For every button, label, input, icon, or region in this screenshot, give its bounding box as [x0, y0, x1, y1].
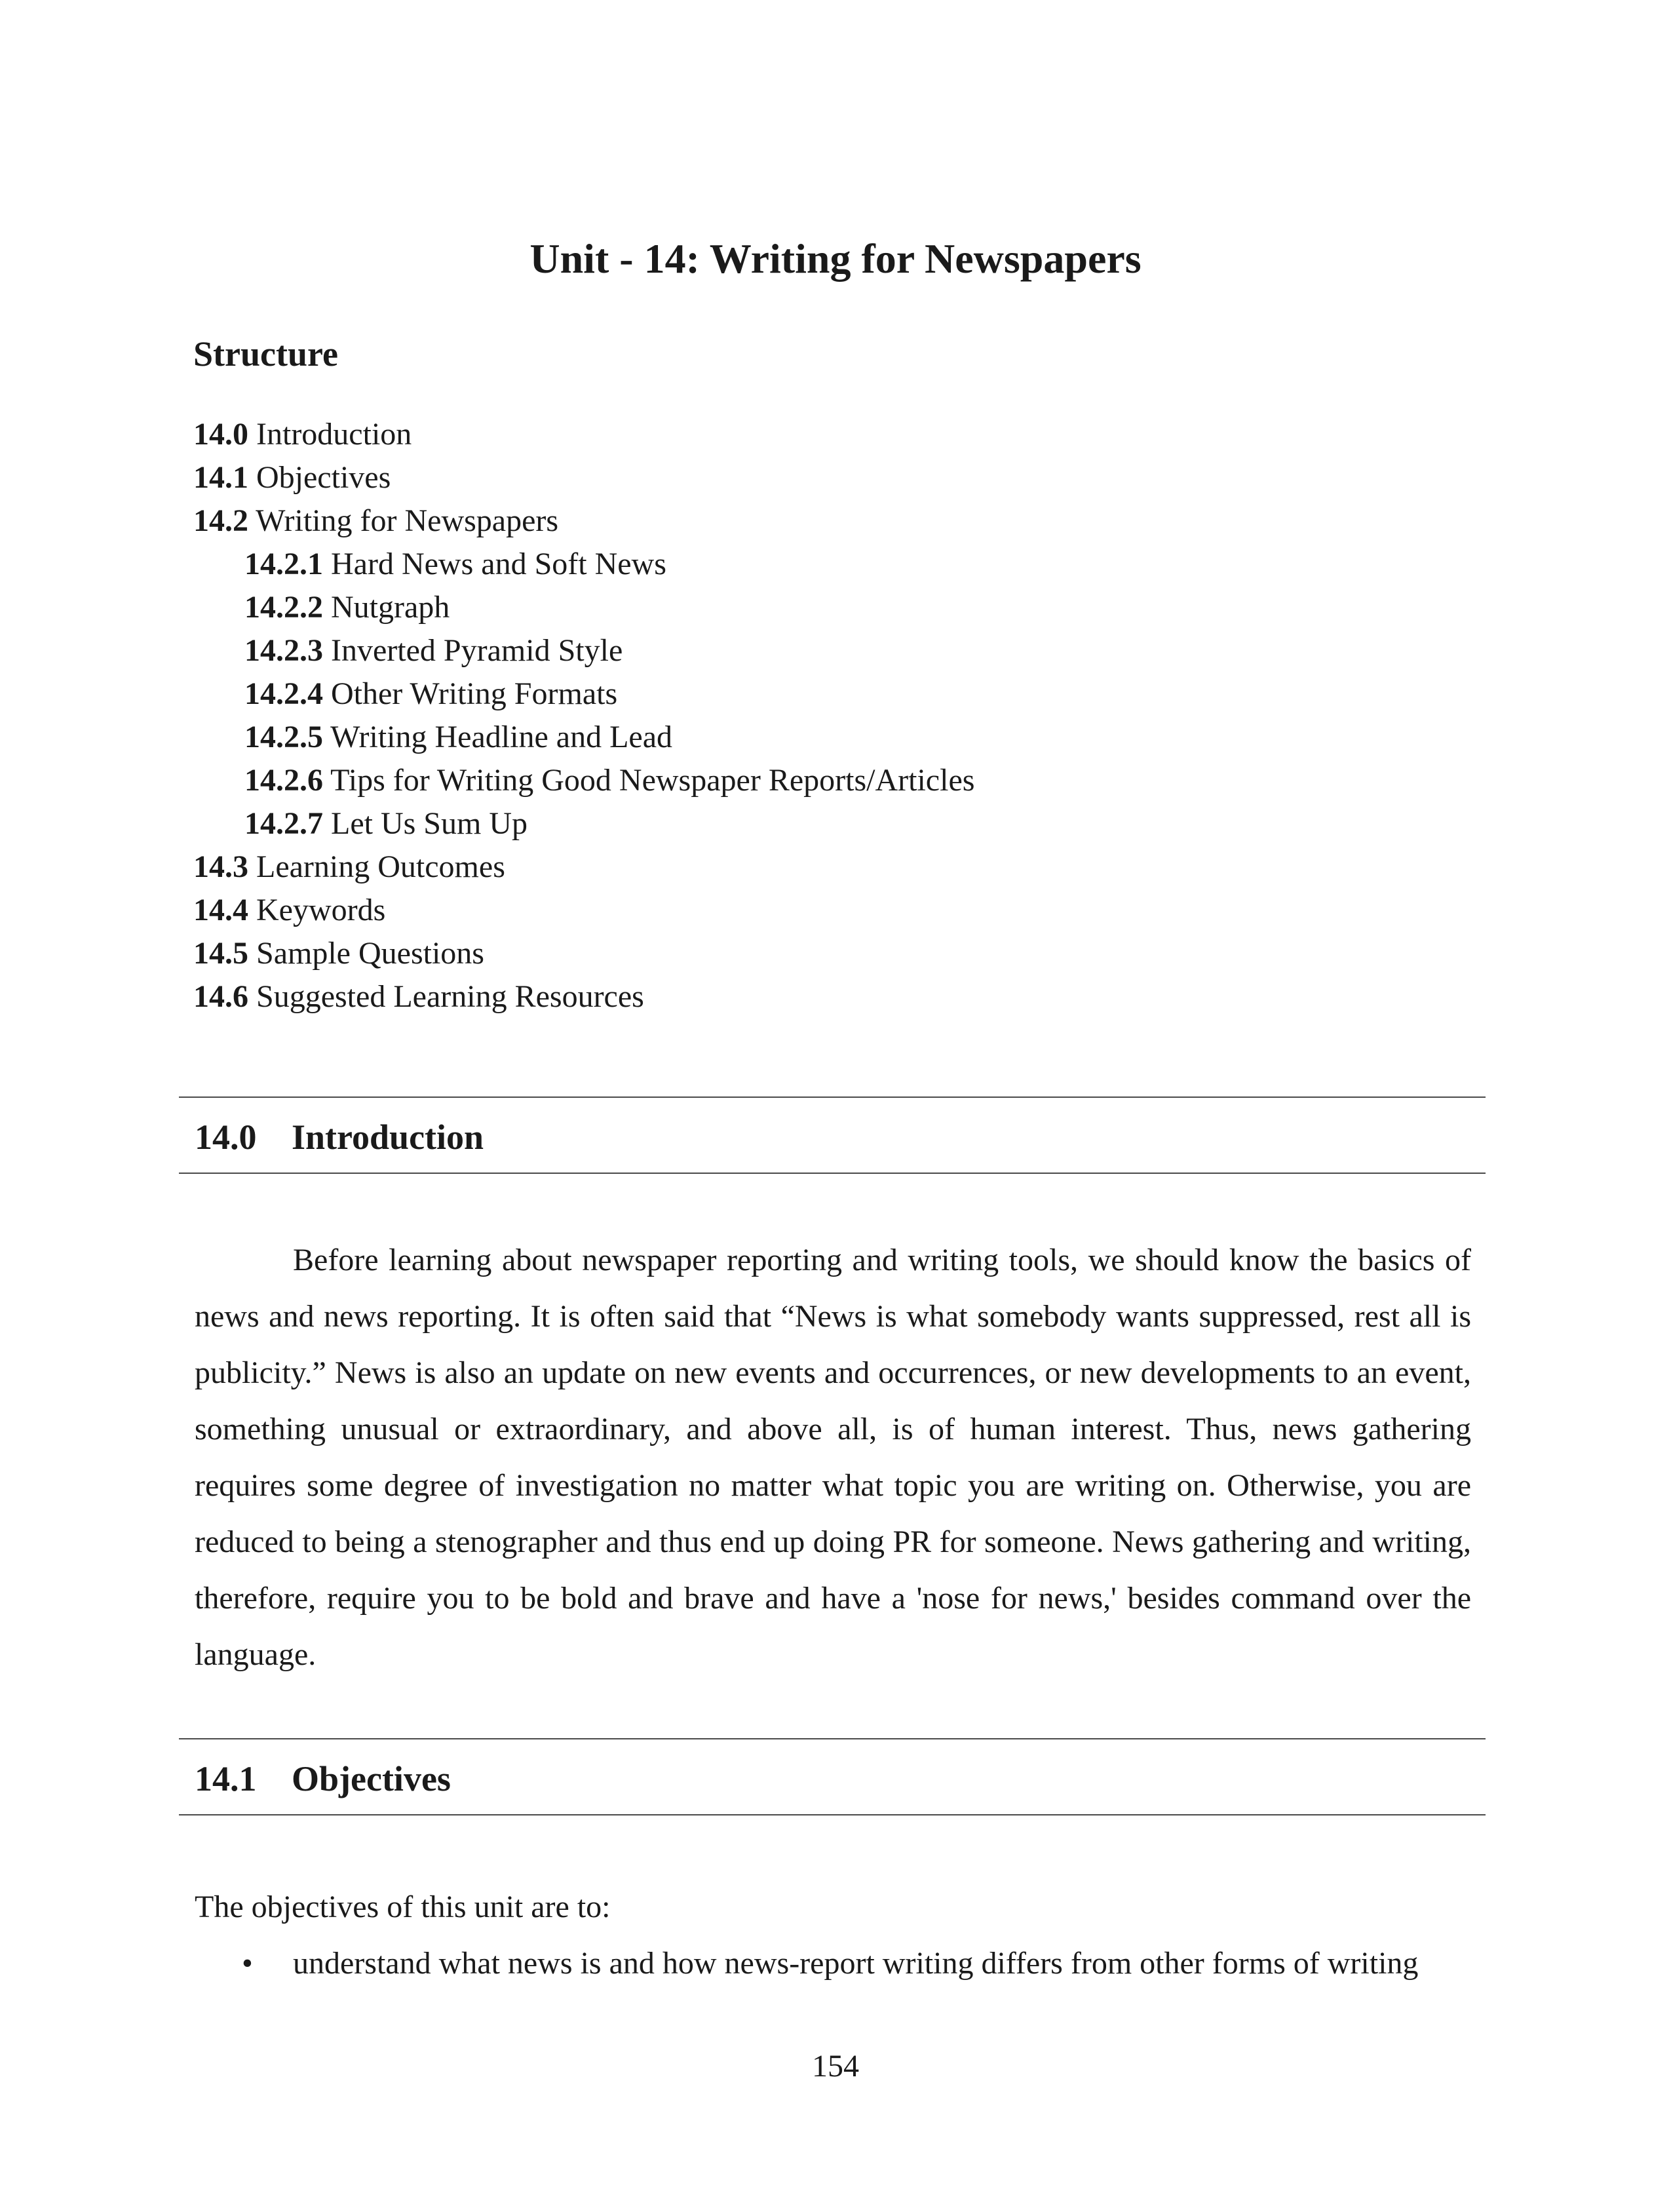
toc-item-label: Introduction [248, 417, 412, 452]
toc-item [193, 456, 974, 499]
toc-item-number: 14.2.1 [244, 547, 323, 581]
section-rule-bottom-introduction [179, 1173, 1486, 1174]
list-item [195, 1942, 1418, 1985]
section-rule-top-introduction [179, 1096, 1486, 1098]
toc-item [193, 932, 974, 975]
toc-item-label: Learning Outcomes [248, 849, 505, 884]
page-title: Unit - 14: Writing for Newspapers [529, 235, 1142, 282]
toc-item-number: 14.0 [193, 417, 248, 452]
toc-item [193, 543, 974, 586]
toc-item [193, 629, 974, 672]
objectives-lead: The objectives of this unit are to: [195, 1890, 611, 1924]
toc-item-label: Suggested Learning Resources [248, 979, 644, 1014]
section-heading-objectives [195, 1756, 451, 1802]
toc-item-number: 14.2.2 [244, 590, 323, 625]
toc-item [193, 672, 974, 716]
toc-item-number: 14.2.4 [244, 676, 323, 711]
toc-item [193, 759, 974, 802]
toc-item-number: 14.5 [193, 936, 248, 971]
toc-item [193, 413, 974, 456]
toc-item-number: 14.2.6 [244, 763, 323, 798]
introduction-paragraph: Before learning about newspaper reporting and writing tools, we should know the basics of news and news reporting. It is often said that “News is what somebody wants suppressed, rest all is publicity.” News is also an update on new events and occurrences, or new developments to an event, something unusual or extraordinary, and above all, is of human interest. Thus, news gathering requires some degree of investigation no matter what topic you are writing on. Otherwise, you are reduced to being a stenographer and thus end up doing PR for someone. News gathering and writing, therefore, require you to be bold and brave and have a 'nose for news,' besides command over the language. [195, 1243, 1471, 1672]
section-heading-introduction [195, 1114, 484, 1160]
toc-item-number: 14.6 [193, 979, 248, 1014]
toc-item [193, 716, 974, 759]
section-title: Introduction [292, 1117, 484, 1157]
toc-item-label: Objectives [248, 460, 391, 495]
toc-item [193, 802, 974, 845]
section-title: Objectives [292, 1759, 451, 1798]
toc-item-number: 14.2.5 [244, 720, 323, 754]
objectives-list [195, 1942, 1418, 1985]
toc-item-label: Hard News and Soft News [323, 547, 666, 581]
toc-item-number: 14.1 [193, 460, 248, 495]
section-rule-bottom-objectives [179, 1814, 1486, 1815]
toc-item-number: 14.4 [193, 893, 248, 927]
toc-item-label: Sample Questions [248, 936, 484, 971]
toc-item [193, 845, 974, 889]
toc-item-label: Inverted Pyramid Style [323, 633, 623, 668]
toc-item [193, 889, 974, 932]
structure-heading: Structure [193, 334, 338, 374]
bullet-icon: • [242, 1946, 253, 1981]
toc-item-label: Other Writing Formats [323, 676, 618, 711]
toc-item-number: 14.3 [193, 849, 248, 884]
objective-text: understand what news is and how news-report writing differs from other forms of writing [293, 1946, 1419, 1981]
toc-item-label: Writing for Newspapers [248, 503, 559, 538]
page-number: 154 [812, 2049, 859, 2084]
toc-item-number: 14.2 [193, 503, 248, 538]
section-rule-top-objectives [179, 1738, 1486, 1739]
section-number: 14.0 [195, 1117, 257, 1157]
section-number: 14.1 [195, 1759, 257, 1798]
toc-item-label: Tips for Writing Good Newspaper Reports/Articles [323, 763, 975, 798]
toc-item [193, 975, 974, 1019]
toc-item [193, 586, 974, 629]
toc-item-number: 14.2.7 [244, 806, 323, 841]
table-of-contents [193, 413, 974, 1019]
toc-item-label: Let Us Sum Up [323, 806, 528, 841]
toc-item [193, 499, 974, 543]
toc-item-number: 14.2.3 [244, 633, 323, 668]
toc-item-label: Writing Headline and Lead [323, 720, 672, 754]
toc-item-label: Keywords [248, 893, 386, 927]
toc-item-label: Nutgraph [323, 590, 450, 625]
